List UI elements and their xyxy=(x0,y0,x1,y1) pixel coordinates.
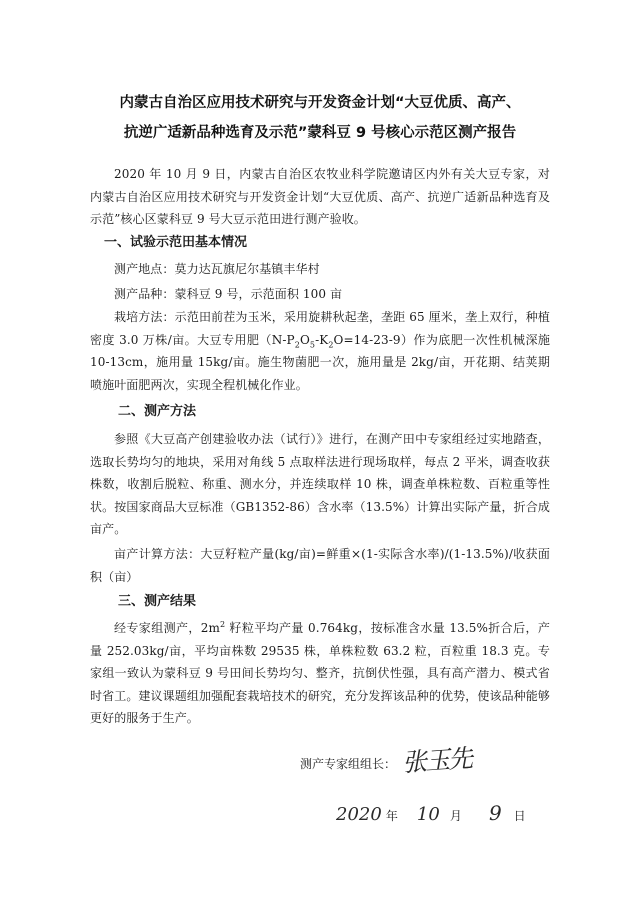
date-day-unit: 日 xyxy=(513,809,526,823)
cultivation-text-b: O=14-23-9）作为底肥一次性机械深施 10-13cm，施用量 15kg/亩。施生物菌肥一次，施用量是 2kg/亩，开花期、结荚期喷施叶面肥两次，实现全程机械化作业。 xyxy=(90,332,550,392)
results-paragraph xyxy=(90,617,550,730)
signature-label: 测产专家组组长： xyxy=(300,757,397,771)
results-text-a: 经专家组测产，2m xyxy=(114,621,221,635)
results-text-b: 籽粒平均产量 0.764kg，按标准含水量 13.5%折合后，产量 252.03kg/亩，平均亩株数 29535 株，单株粒数 63.2 粒，百粒重 18.3 克。专家组一致认为蒙科豆 9 号田间长势均匀、整齐，抗倒伏性强，具有高产潜力、模式省时省工。建议课题组加强配套栽培技术的研究，充分发挥该品种的优势，使该品种能够更好的服务于生产。 xyxy=(90,621,550,725)
sup-2: 2 xyxy=(220,620,226,629)
handwritten-signature: 张玉先 xyxy=(401,743,473,778)
date-month-unit: 月 xyxy=(449,809,462,823)
sub-5: 5 xyxy=(309,339,316,349)
report-title xyxy=(70,88,570,148)
test-variety: 测产品种：蒙科豆 9 号，示范面积 100 亩 xyxy=(114,287,343,301)
date-month: 10 xyxy=(416,804,440,825)
method-paragraph: 参照《大豆高产创建验收办法（试行）》进行，在测产田中专家组经过实地踏查，选取长势均匀的地块，采用对角线 5 点取样法进行现场取样，每点 2 平米，调查收获株数，收割后脱粒、称重、测水分，并连续取样 10 株，调查单株粒数、百粒重等性状。按国家商品大豆标准（GB1352-86）含水率（13.5%）计算出实际产量，折合成亩产。 xyxy=(90,432,550,536)
date-year-unit: 年 xyxy=(385,809,398,823)
yield-formula: 亩产计算方法：大豆籽粒产量(kg/亩)=鲜重×(1-实际含水率)/(1-13.5%)/收获面积（亩） xyxy=(90,547,550,584)
cultivation-method xyxy=(90,306,550,396)
section-2-heading: 二、测产方法 xyxy=(118,404,197,419)
section-3-heading: 三、测产结果 xyxy=(118,594,197,609)
title-line-2: 抗逆广适新品种选育及示范”蒙科豆 9 号核心示范区测产报告 xyxy=(123,125,517,141)
date-year: 2020 xyxy=(336,804,382,825)
section-1-heading: 一、试验示范田基本情况 xyxy=(104,235,248,250)
test-location: 测产地点：莫力达瓦旗尼尔基镇丰华村 xyxy=(114,262,320,276)
intro-paragraph: 2020 年 10 月 9 日，内蒙古自治区农牧业科学院邀请区内外有关大豆专家，对内蒙古自治区应用技术研究与开发资金计划“大豆优质、高产、抗逆广适新品种选育及示范”核心区蒙科豆 9 号大豆示范田进行测产验收。 xyxy=(90,167,550,226)
title-line-1: 内蒙古自治区应用技术研究与开发资金计划“大豆优质、高产、 xyxy=(119,95,521,111)
cultivation-k: -K xyxy=(315,332,329,347)
sub-2b: 2 xyxy=(328,339,334,349)
cultivation-o: O xyxy=(299,332,310,347)
cultivation-text-a: 栽培方法：示范田前茬为玉米，采用旋耕秋起垄，垄距 65 厘米，垄上双行，种植密度 3.0 万株/亩。大豆专用肥（N-P xyxy=(90,310,550,347)
signature-date xyxy=(336,801,526,825)
sub-2: 2 xyxy=(294,339,300,349)
date-day: 9 xyxy=(488,801,502,825)
